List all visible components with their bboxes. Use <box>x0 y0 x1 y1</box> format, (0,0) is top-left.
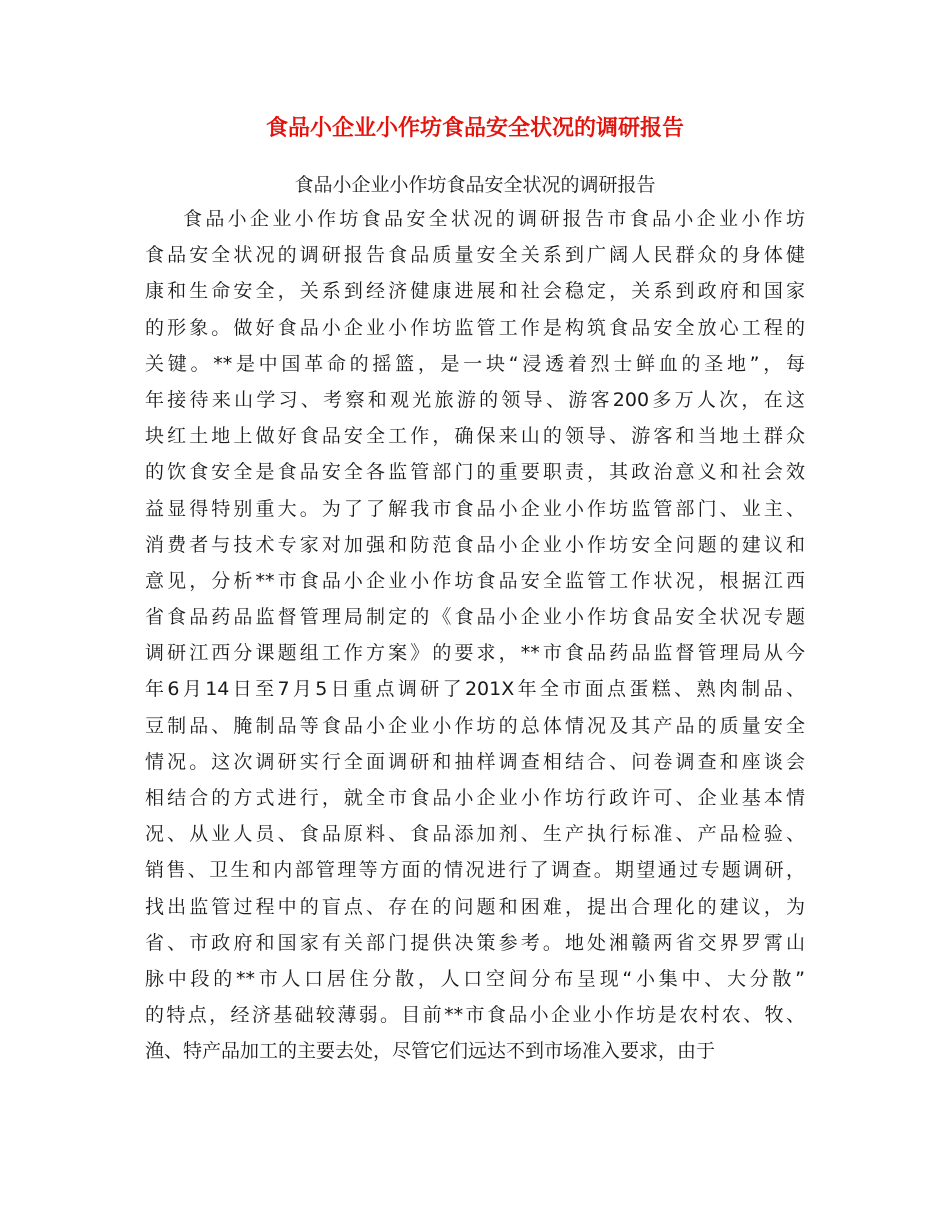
body-line: 脉中段的**市人口居住分散，人口空间分布呈现“小集中、大分散” <box>145 967 805 990</box>
body-line: 调研江西分课题组工作方案》的要求，**市食品药品监督管理局从今 <box>145 642 805 665</box>
body-line: 食品安全状况的调研报告食品质量安全关系到广阔人民群众的身体健 <box>145 244 805 267</box>
body-line: 消费者与技术专家对加强和防范食品小企业小作坊安全问题的建议和 <box>145 533 805 556</box>
body-paragraph <box>145 201 805 1070</box>
body-line: 省食品药品监督管理局制定的《食品小企业小作坊食品安全状况专题 <box>145 606 805 629</box>
body-line: 块红土地上做好食品安全工作，确保来山的领导、游客和当地土群众 <box>145 425 805 448</box>
document-title: 食品小企业小作坊食品安全状况的调研报告 <box>265 115 684 141</box>
body-line: 找出监管过程中的盲点、存在的问题和困难，提出合理化的建议，为 <box>145 895 805 918</box>
body-line: 益显得特别重大。为了了解我市食品小企业小作坊监管部门、业主、 <box>145 497 805 520</box>
document-subtitle: 食品小企业小作坊食品安全状况的调研报告 <box>294 174 656 196</box>
body-line: 的特点，经济基础较薄弱。目前**市食品小企业小作坊是农村农、牧、 <box>145 1004 805 1027</box>
body-line: 豆制品、腌制品等食品小企业小作坊的总体情况及其产品的质量安全 <box>145 714 805 737</box>
body-line: 相结合的方式进行，就全市食品小企业小作坊行政许可、企业基本情 <box>145 787 805 809</box>
body-line: 况、从业人员、食品原料、食品添加剂、生产执行标准、产品检验、 <box>145 823 805 846</box>
body-line: 年接待来山学习、考察和观光旅游的领导、游客200多万人次，在这 <box>145 388 805 411</box>
body-line: 销售、卫生和内部管理等方面的情况进行了调查。期望通过专题调研， <box>145 859 805 882</box>
body-line: 食品小企业小作坊食品安全状况的调研报告市食品小企业小作坊 <box>183 208 805 230</box>
body-line: 年6月14日至7月5日重点调研了201X年全市面点蛋糕、熟肉制品、 <box>145 678 805 701</box>
body-line: 情况。这次调研实行全面调研和抽样调查相结合、问卷调查和座谈会 <box>145 750 805 773</box>
body-line: 关键。**是中国革命的摇篮，是一块“浸透着烈士鲜血的圣地”，每 <box>145 352 805 375</box>
body-line: 的形象。做好食品小企业小作坊监管工作是构筑食品安全放心工程的 <box>145 316 805 339</box>
body-line: 省、市政府和国家有关部门提供决策参考。地处湘赣两省交界罗霄山 <box>145 931 805 954</box>
body-line: 意见，分析**市食品小企业小作坊食品安全监管工作状况，根据江西 <box>145 569 805 592</box>
body-line: 的饮食安全是食品安全各监管部门的重要职责，其政治意义和社会效 <box>145 461 805 484</box>
body-line: 康和生命安全，关系到经济健康进展和社会稳定，关系到政府和国家 <box>145 280 805 303</box>
body-line: 渔、特产品加工的主要去处，尽管它们远达不到市场准入要求，由于 <box>145 1040 716 1063</box>
